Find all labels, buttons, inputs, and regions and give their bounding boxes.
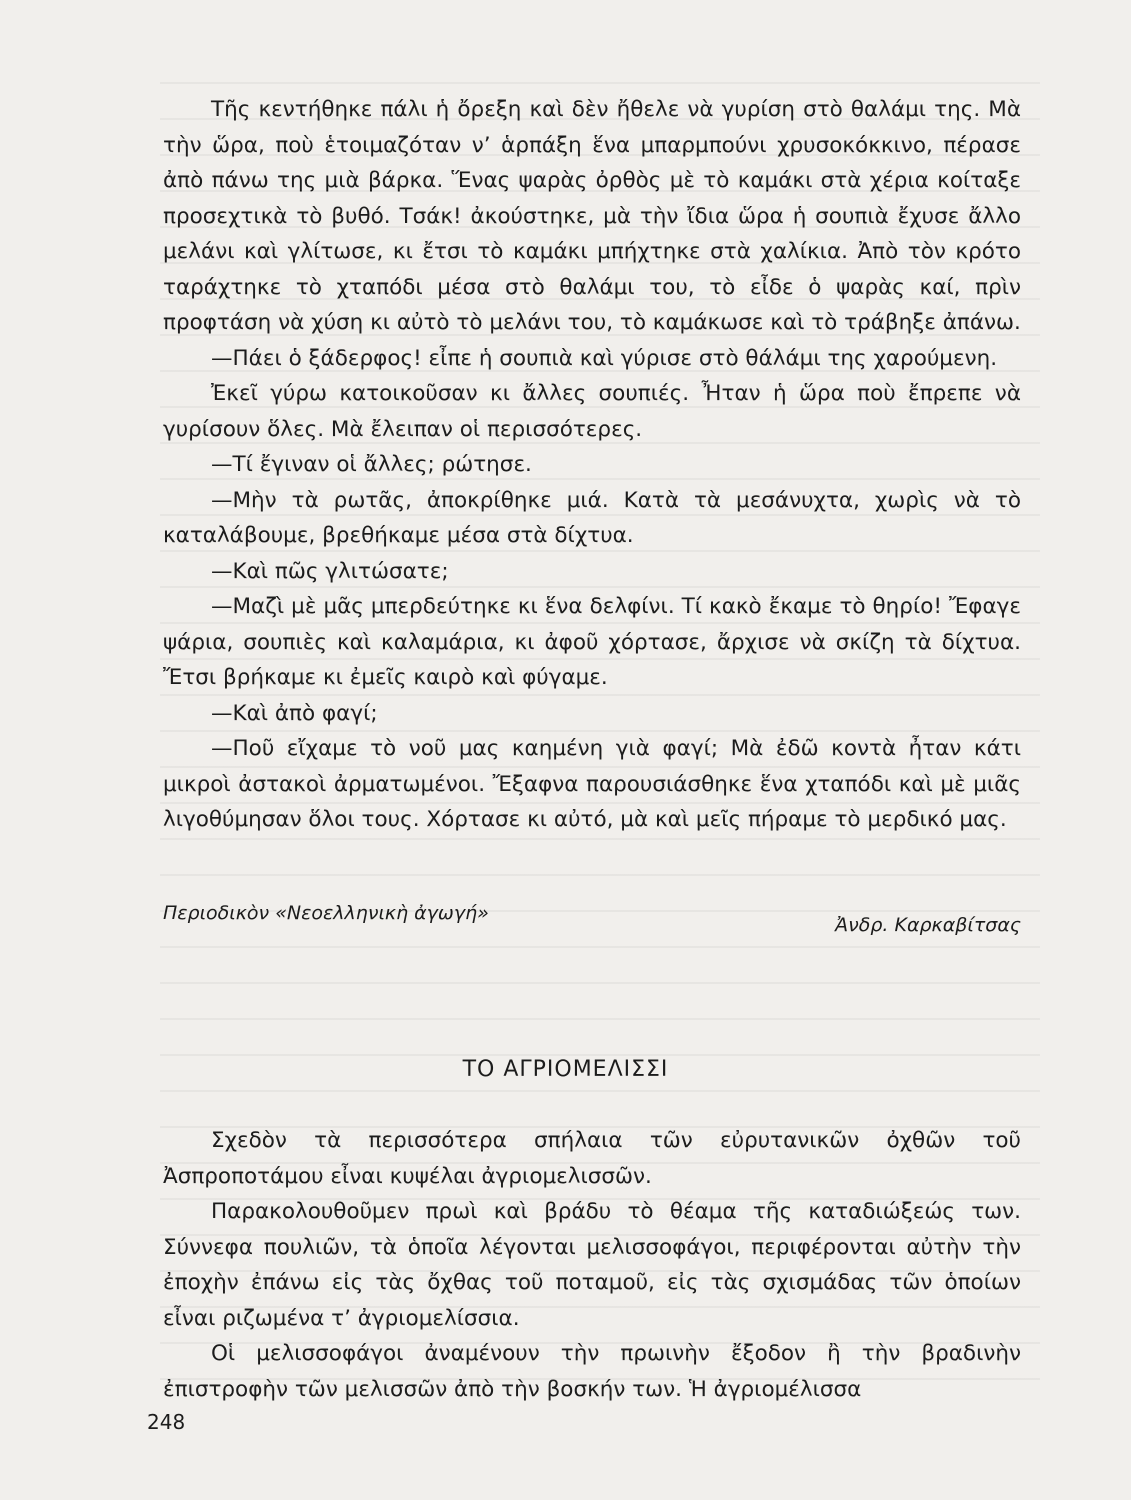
section-paragraph: Οἱ μελισσοφάγοι ἀναμένουν τὴν πρωινὴν ἔξοδον ἢ τὴν βραδινὴν ἐπιστροφὴν τῶν μελισσῶν ἀπὸ τὴν βοσκήν των. Ἡ ἀγριομέλισσα	[163, 1341, 1021, 1402]
section-paragraph: Παρακολουθοῦμεν πρωὶ καὶ βράδυ τὸ θέαμα τῆς καταδιώξεώς των. Σύννεφα πουλιῶν, τὰ ὁποῖα λέγονται μελισσοφάγοι, περιφέρονται αὐτὴν τὴν ἐποχὴν ἐπάνω εἰς τὰς ὄχθας τοῦ ποταμοῦ, εἰς τὰς σχισμάδας τῶν ὁποίων εἶναι ριζωμένα τ’ ἀγριομελίσσια.	[163, 1199, 1021, 1331]
source-citation: Περιοδικὸν «Νεοελληνικὴ ἀγωγή»	[163, 902, 489, 924]
story-paragraph: —Πάει ὁ ξάδερφος! εἶπε ἡ σουπιὰ καὶ γύρισε στὸ θάλάμι της χαρούμενη.	[211, 345, 998, 371]
section-title: ΤΟ ΑΓΡΙΟΜΕΛΙΣΣΙ	[462, 1057, 669, 1082]
story-paragraph: —Μαζὶ μὲ μᾶς μπερδεύτηκε κι ἕνα δελφίνι. Τί κακὸ ἔκαμε τὸ θηρίο! Ἔφαγε ψάρια, σουπιὲς καὶ καλαμάρια, κι ἀφοῦ χόρτασε, ἄρχισε νὰ σκίζη τὰ δίχτυα. Ἔτσι βρήκαμε κι ἐμεῖς καιρὸ καὶ φύγαμε.	[163, 594, 1021, 690]
section-text	[163, 1123, 1021, 1407]
story-paragraph: —Καὶ πῶς γλιτώσατε;	[211, 558, 449, 584]
story-paragraph: —Καὶ ἀπὸ φαγί;	[211, 700, 378, 726]
story-paragraph: —Ποῦ εἴχαμε τὸ νοῦ μας καημένη γιὰ φαγί; Μὰ ἐδῶ κοντὰ ἦταν κάτι μικροὶ ἀστακοὶ ἀρματωμένοι. Ἔξαφνα παρουσιάσθηκε ἕνα χταπόδι καὶ μὲ μιᾶς λιγοθύμησαν ὅλοι τους. Χόρτασε κι αὐτό, μὰ καὶ μεῖς πήραμε τὸ μερδικό μας.	[163, 736, 1021, 832]
story-paragraph: —Τί ἔγιναν οἱ ἄλλες; ρώτησε.	[211, 452, 532, 477]
story-paragraph: Τῆς κεντήθηκε πάλι ἡ ὄρεξη καὶ δὲν ἤθελε νὰ γυρίση στὸ θαλάμι της. Μὰ τὴν ὥρα, ποὺ ἑτοιμαζόταν ν’ ἁρπάξη ἕνα μπαρμπούνι χρυσοκόκκινο, πέρασε ἀπὸ πάνω της μιὰ βάρκα. Ἕνας ψαρὰς ὀρθὸς μὲ τὸ καμάκι στὰ χέρια κοίταξε προσεχτικὰ τὸ βυθό. Τσάκ! ἀκούστηκε, μὰ τὴν ἴδια ὥρα ἡ σουπιὰ ἔχυσε ἄλλο μελάνι καὶ γλίτωσε, κι ἔτσι τὸ καμάκι μπήχτηκε στὰ χαλίκια. Ἀπὸ τὸν κρότο ταράχτηκε τὸ χταπόδι μέσα στὸ θαλάμι του, τὸ εἶδε ὁ ψαρὰς καί, πρὶν προφτάση νὰ χύση κι αὐτὸ τὸ μελάνι του, τὸ καμάκωσε καὶ τὸ τράβηξε ἀπάνω.	[163, 97, 1021, 335]
story-paragraph: Ἐκεῖ γύρω κατοικοῦσαν κι ἄλλες σουπιές. Ἦταν ἡ ὥρα ποὺ ἔπρεπε νὰ γυρίσουν ὅλες. Μὰ ἔλειπαν οἱ περισσότερες.	[163, 381, 1021, 442]
author-name: Ἀνδρ. Καρκαβίτσας	[835, 914, 1021, 936]
story-paragraph: —Μὴν τὰ ρωτᾶς, ἀποκρίθηκε μιά. Κατὰ τὰ μεσάνυχτα, χωρὶς νὰ τὸ καταλάβουμε, βρεθήκαμε μέσα στὰ δίχτυα.	[163, 487, 1021, 548]
section-paragraph: Σχεδὸν τὰ περισσότερα σπήλαια τῶν εὐρυτανικῶν ὀχθῶν τοῦ Ἀσπροποτάμου εἶναι κυψέλαι ἀγριομελισσῶν.	[163, 1128, 1021, 1189]
story-text	[163, 92, 1021, 838]
page-number: 248	[147, 1410, 186, 1434]
